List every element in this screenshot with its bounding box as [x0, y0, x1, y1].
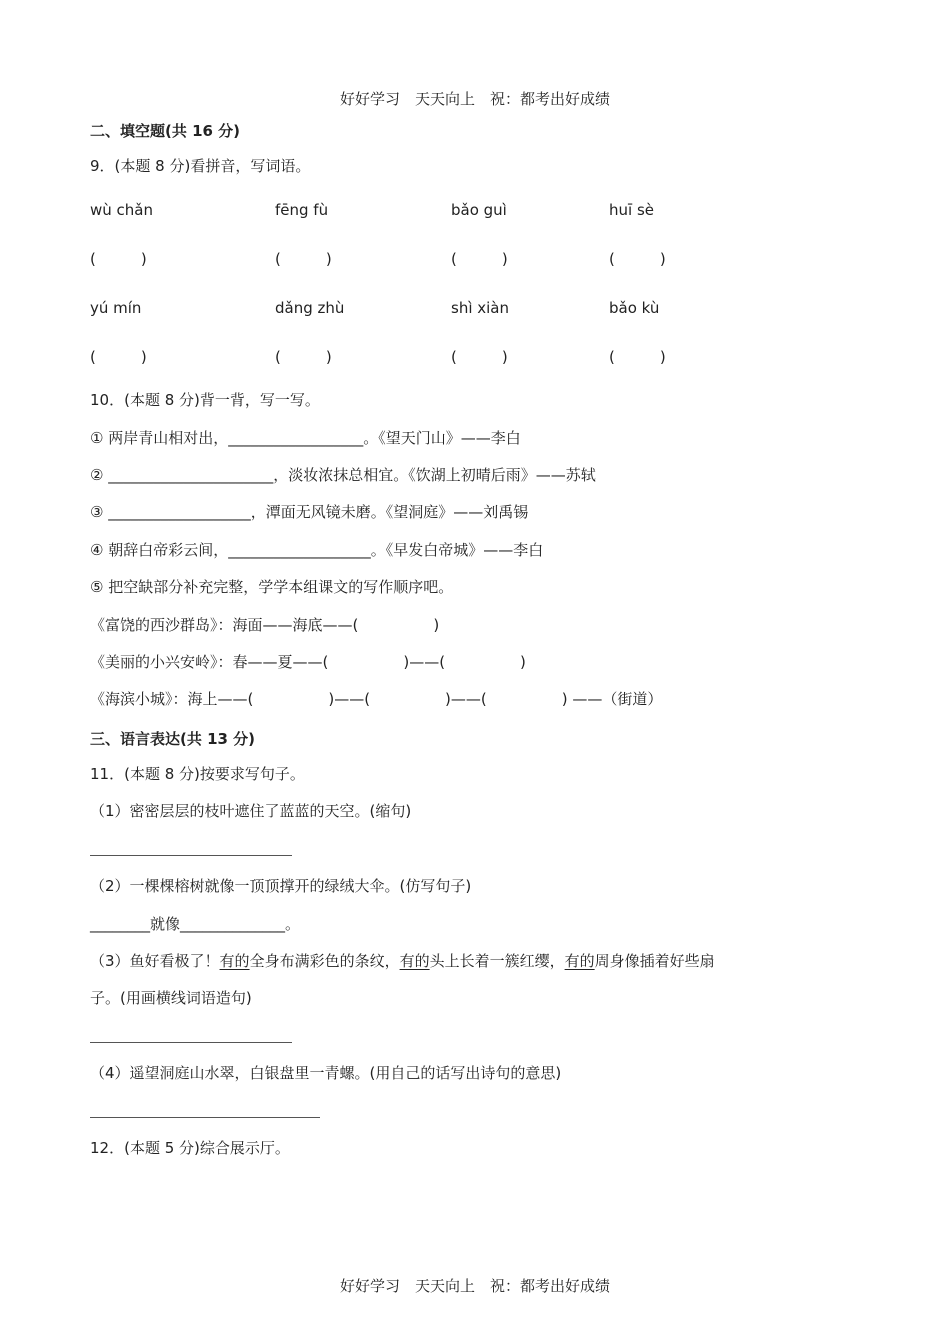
underlined-word-2: 有的 — [399, 952, 430, 970]
q10-item-3: ③ ___________________，潭面无风镜未磨。《望洞庭》——刘禹锡 — [90, 503, 529, 521]
q12-prompt: 12．(本题 5 分)综合展示厅。 — [90, 1139, 290, 1157]
section-3-title: 三、语言表达(共 13 分) — [90, 730, 256, 748]
answer-blank-4[interactable]: ( ) — [609, 250, 666, 268]
q11-sentence-3 — [90, 951, 715, 971]
pinyin-3: bǎo guì — [451, 201, 507, 219]
section-2-title: 二、填空题(共 16 分) — [90, 122, 241, 140]
q10-item-2: ② ______________________，淡妆浓抹总相宜。《饮湖上初晴后雨》——苏轼 — [90, 466, 596, 484]
q11-prompt: 11．(本题 8 分)按要求写句子。 — [90, 765, 305, 783]
answer-blank-5[interactable]: ( ) — [90, 348, 147, 366]
answer-blank-8[interactable]: ( ) — [609, 348, 666, 366]
q11-s3-part-1: （3）鱼好看极了！ — [90, 952, 220, 970]
pinyin-1: wù chǎn — [90, 201, 153, 219]
q10-item-1: ① 两岸青山相对出，__________________。《望天门山》——李白 — [90, 429, 521, 447]
pinyin-6: dǎng zhù — [275, 299, 345, 317]
q10-order-haibin: 《海滨小城》：海上——( )——( )——( ) ——（街道） — [90, 690, 663, 708]
answer-line-3[interactable] — [90, 1117, 320, 1118]
q9-prompt: 9．(本题 8 分)看拼音，写词语。 — [90, 157, 311, 175]
q11-s3-part-3: 头上长着一簇红缨， — [429, 952, 565, 970]
q11-s3-part-2: 全身布满彩色的条纹， — [249, 952, 400, 970]
underlined-word-3: 有的 — [564, 952, 595, 970]
answer-blank-2[interactable]: ( ) — [275, 250, 332, 268]
q10-item-5: ⑤ 把空缺部分补充完整，学学本组课文的写作顺序吧。 — [90, 578, 454, 596]
q11-sentence-2: （2）一棵棵榕树就像一顶顶撑开的绿绒大伞。(仿写句子) — [90, 877, 472, 895]
pinyin-7: shì xiàn — [451, 299, 510, 317]
answer-blank-1[interactable]: ( ) — [90, 250, 147, 268]
pinyin-4: huī sè — [609, 201, 654, 219]
q10-item-4: ④ 朝辞白帝彩云间，___________________。《早发白帝城》——李白 — [90, 541, 544, 559]
q11-sentence-2-answer[interactable]: ________就像______________。 — [90, 915, 301, 933]
q11-sentence-3-line-2: 子。(用画横线词语造句) — [90, 989, 252, 1007]
q10-prompt: 10．(本题 8 分)背一背，写一写。 — [90, 391, 320, 409]
answer-blank-6[interactable]: ( ) — [275, 348, 332, 366]
pinyin-2: fēng fù — [275, 201, 329, 219]
underlined-word-1: 有的 — [219, 952, 250, 970]
page-footer: 好好学习 天天向上 祝：都考出好成绩 — [339, 1277, 610, 1295]
q11-s3-part-4: 周身像插着好些扇 — [594, 952, 715, 970]
page-header: 好好学习 天天向上 祝：都考出好成绩 — [339, 90, 610, 108]
q10-order-xisha: 《富饶的西沙群岛》：海面——海底——( ) — [90, 616, 440, 634]
q11-sentence-1: （1）密密层层的枝叶遮住了蓝蓝的天空。(缩句) — [90, 802, 412, 820]
answer-line-1[interactable] — [90, 855, 292, 856]
pinyin-5: yú mín — [90, 299, 142, 317]
q11-sentence-4: （4）遥望洞庭山水翠，白银盘里一青螺。(用自己的话写出诗句的意思) — [90, 1064, 562, 1082]
answer-line-2[interactable] — [90, 1042, 292, 1043]
q10-order-xiaoxinganling: 《美丽的小兴安岭》：春——夏——( )——( ) — [90, 653, 526, 671]
pinyin-8: bǎo kù — [609, 299, 660, 317]
answer-blank-3[interactable]: ( ) — [451, 250, 508, 268]
answer-blank-7[interactable]: ( ) — [451, 348, 508, 366]
